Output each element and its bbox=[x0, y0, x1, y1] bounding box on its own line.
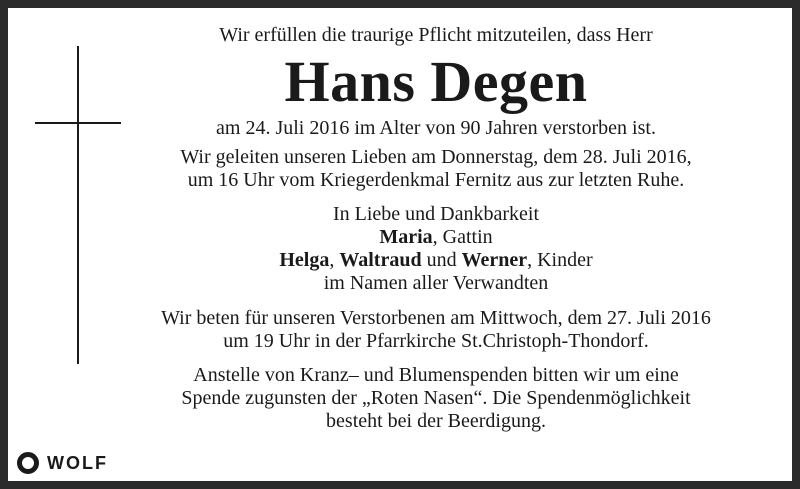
donation-line-1: Anstelle von Kranz– und Blumenspenden bitten wir um eine bbox=[193, 364, 679, 386]
intro-text: Wir erfüllen die traurige Pflicht mitzuteilen, dass Herr bbox=[219, 24, 653, 46]
child-name-1: Helga bbox=[279, 249, 330, 271]
logo-text: WOLF bbox=[47, 452, 108, 473]
prayer-line-2: um 19 Uhr in der Pfarrkirche St.Christoph-Thondorf. bbox=[223, 330, 649, 352]
ring-logo-icon bbox=[17, 452, 39, 474]
donation-line-2: Spende zugunsten der „Roten Nasen“. Die Spendenmöglichkeit bbox=[181, 387, 691, 409]
mourners-relatives: im Namen aller Verwandten bbox=[323, 272, 549, 294]
mourners-heading: In Liebe und Dankbarkeit bbox=[332, 203, 540, 225]
deceased-name: Hans Degen bbox=[284, 49, 588, 114]
child-name-3: Werner bbox=[461, 249, 528, 271]
funeral-line-2: um 16 Uhr vom Kriegerdenkmal Fernitz aus zur letzten Ruhe. bbox=[187, 169, 685, 191]
notice-content bbox=[118, 24, 754, 433]
wife-role: , Gattin bbox=[432, 226, 493, 248]
cross-icon-vertical bbox=[77, 46, 79, 364]
obituary-notice bbox=[8, 8, 792, 481]
cross-icon-horizontal bbox=[35, 122, 121, 124]
wolf-logo bbox=[17, 452, 108, 474]
death-line: am 24. Juli 2016 im Alter von 90 Jahren verstorben ist. bbox=[216, 117, 656, 139]
children-role: , Kinder bbox=[527, 249, 593, 271]
donation-line-3: besteht bei der Beerdigung. bbox=[326, 410, 546, 432]
wife-name: Maria bbox=[379, 226, 433, 248]
mourners-wife bbox=[118, 226, 754, 249]
mourners-children: Helga, Waltraud und Werner, Kinder bbox=[279, 249, 593, 271]
child-name-2: Waltraud bbox=[339, 249, 422, 271]
prayer-line-1: Wir beten für unseren Verstorbenen am Mittwoch, dem 27. Juli 2016 bbox=[161, 307, 711, 329]
funeral-line-1: Wir geleiten unseren Lieben am Donnerstag, dem 28. Juli 2016, bbox=[180, 146, 692, 168]
